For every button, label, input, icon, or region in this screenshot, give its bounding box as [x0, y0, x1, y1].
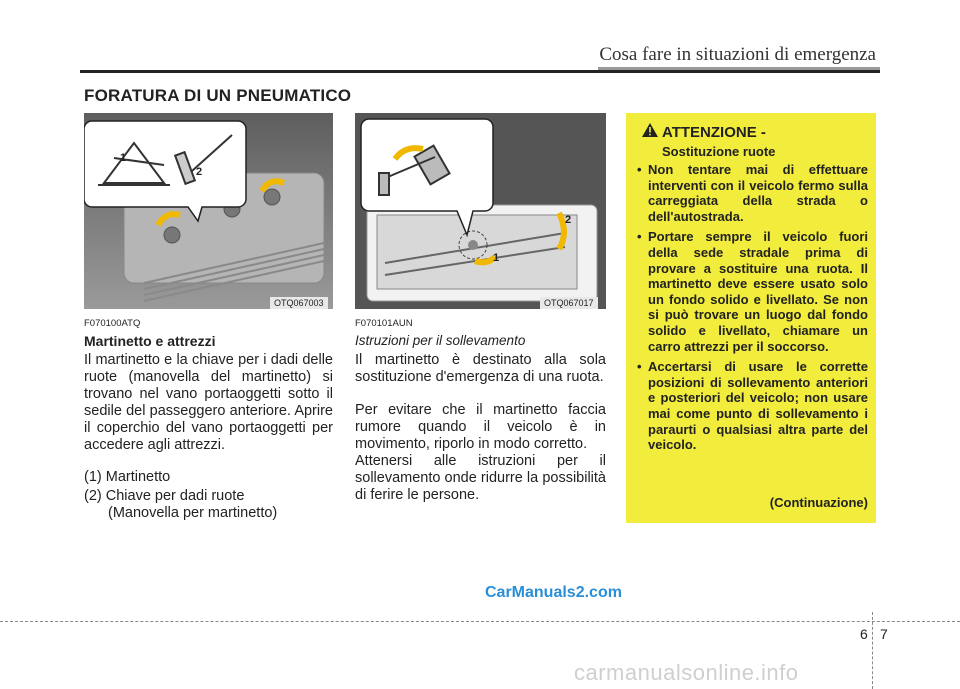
footer-divider: [872, 612, 873, 689]
jack-tools-illustration: [84, 113, 333, 309]
subsection-heading-middle: Istruzioni per il sollevamento: [355, 333, 526, 348]
paragraph-middle-3: Attenersi alle istruzioni per il sollevamento onde ridurre la possibilità di ferire le persone.: [355, 453, 606, 503]
warning-list: [632, 162, 868, 458]
callout-2: 2: [565, 214, 572, 226]
continuation-label: (Continuazione): [769, 495, 868, 510]
warning-item: • Portare sempre il veicolo fuori della sede stradale prima di provare a sostituire una ruota. Il martinetto deve essere usato solo un fondo solido e livellato. Se non si può trovare un luogo dal fondo solido e livellato, chiamare un carro attrezzi per il soccorso.: [637, 229, 868, 354]
paragraph-middle-1: Il martinetto è destinato alla sola sostituzione d'emergenza di una ruota.: [355, 352, 606, 385]
chapter-number: 6: [860, 626, 868, 642]
callout-1: 1: [120, 152, 127, 164]
image-caption-left: OTQ067003: [270, 297, 328, 309]
subsection-heading-left: Martinetto e attrezzi: [84, 333, 216, 349]
paragraph-middle-2: Per evitare che il martinetto faccia rumore quando il veicolo è in movimento, riporlo in modo corretto.: [355, 402, 606, 452]
paragraph-left: Il martinetto e la chiave per i dadi delle ruote (manovella del martinetto) si trovano nel vano portaoggetti sotto il sedile del passeggero anteriore. Aprire il coperchio del vano portaoggetti per accedere agli attrezzi.: [84, 352, 333, 453]
warning-triangle-icon: [642, 123, 658, 142]
callout-2: 2: [196, 166, 203, 178]
jack-tools-image: [84, 113, 333, 309]
footer-rule: [0, 621, 960, 622]
section-code-middle: F070101AUN: [355, 318, 413, 329]
list-item-jack: (1) Martinetto: [84, 469, 171, 485]
list-item-wrench-note: (Manovella per martinetto): [108, 505, 278, 521]
list-item-wrench: (2) Chiave per dadi ruote: [84, 488, 245, 504]
warning-item: • Non tentare mai di effettuare interventi con il veicolo fermo sulla carreggiata della strada o dell'autostrada.: [637, 162, 868, 224]
warning-title: ATTENZIONE -: [662, 124, 766, 141]
jack-location-illustration: [355, 113, 606, 309]
section-code-left: F070100ATQ: [84, 318, 141, 329]
warning-item: • Accertarsi di usare le corrette posizioni di sollevamento anteriori e posteriori del veicolo; non usare mai come punto di sollevamento i paraurti o qualsiasi altra parte del veicolo.: [637, 359, 868, 453]
warning-box: [626, 113, 876, 523]
watermark-link[interactable]: CarManuals2.com: [485, 584, 622, 601]
footer-site-watermark[interactable]: carmanualsonline.info: [574, 660, 799, 685]
jack-location-image: [355, 113, 606, 309]
image-caption-middle: OTQ067017: [540, 297, 598, 309]
chapter-title: Cosa fare in situazioni di emergenza: [599, 44, 876, 65]
callout-1: 1: [493, 252, 500, 264]
header-rule: [80, 70, 880, 73]
section-title: FORATURA DI UN PNEUMATICO: [84, 86, 352, 105]
page-number: 7: [880, 626, 888, 642]
warning-subtitle: Sostituzione ruote: [662, 144, 776, 159]
